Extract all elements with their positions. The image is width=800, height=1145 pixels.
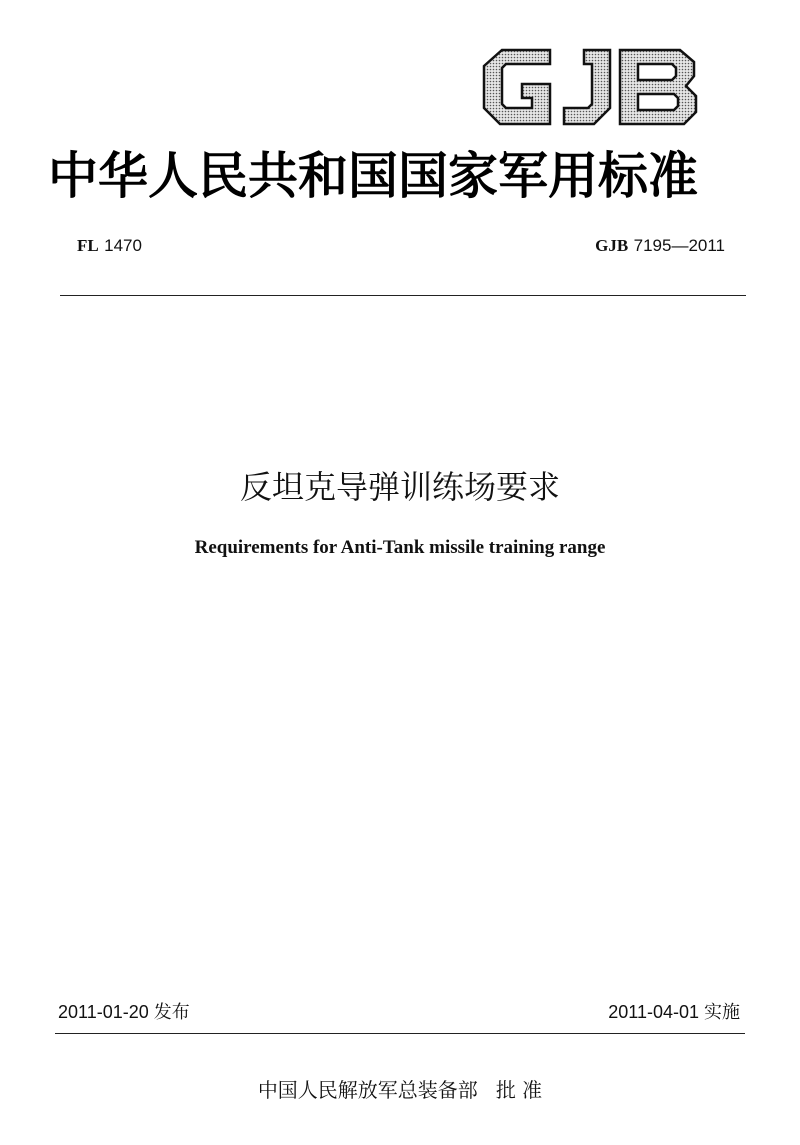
classification-code [77,236,142,256]
org-title: 中华人民共和国国家军用标准 [48,146,698,205]
issue-date: 2011-01-20 发布 [58,1002,190,1022]
standard-number [595,236,725,256]
document-title-zh: 反坦克导弹训练场要求 [239,468,560,506]
approve-label: 批 准 [495,1078,543,1102]
approver-org: 中国人民解放军总装备部 [257,1078,478,1102]
standard-key: GJB [595,236,629,255]
gjb-logo [480,44,702,128]
approver-line [0,1074,800,1103]
document-title-en: Requirements for Anti-Tank missile training range [194,537,606,558]
classification-key: FL [77,236,99,255]
standard-value: 7195—2011 [633,236,725,255]
top-divider [60,295,746,296]
bottom-divider [55,1033,745,1034]
implementation-date: 2011-04-01 实施 [608,1002,740,1022]
classification-value: 1470 [104,236,142,255]
